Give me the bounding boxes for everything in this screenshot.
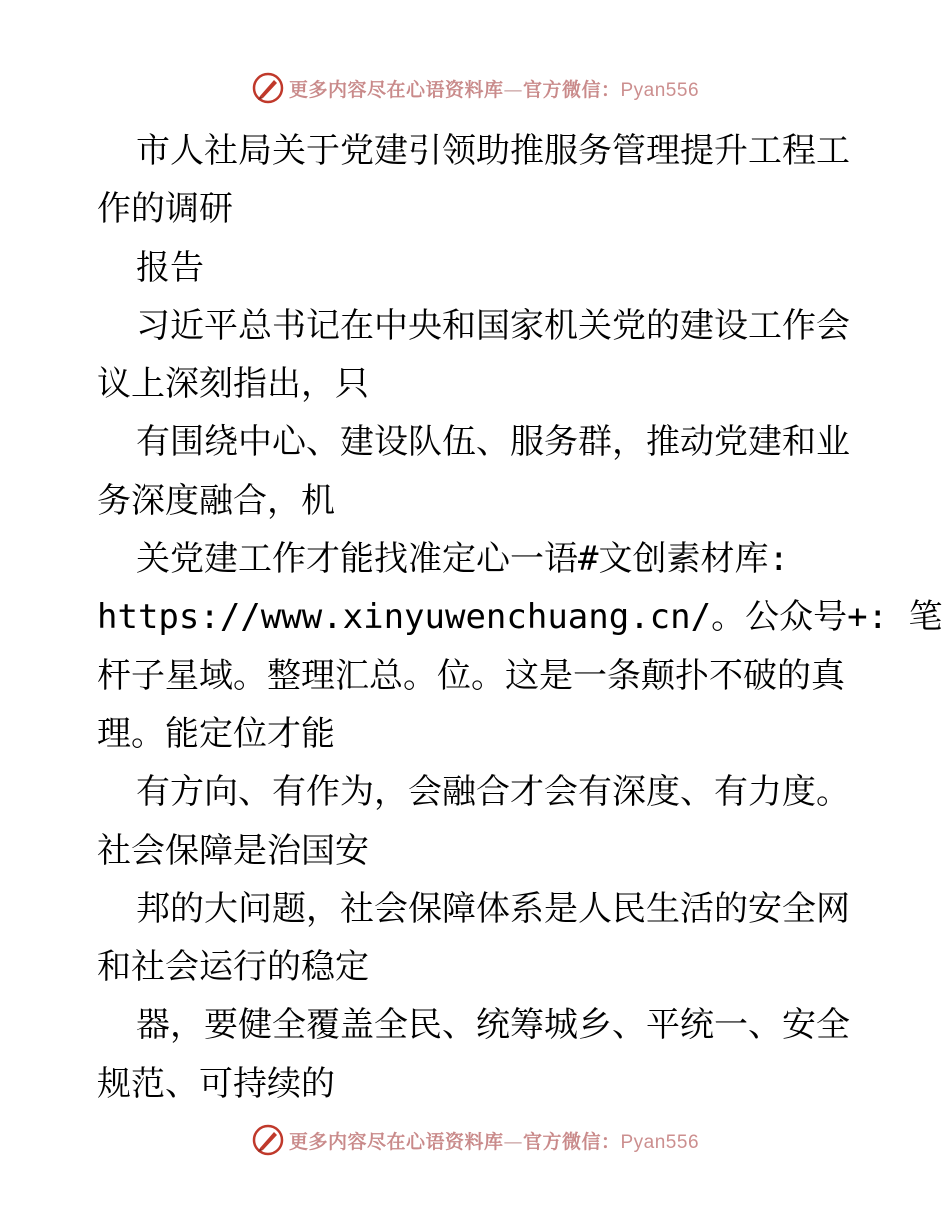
paragraph-line: 理。能定位才能 <box>97 713 335 754</box>
document-body <box>97 122 943 1113</box>
watermark-separator: — <box>503 1130 523 1153</box>
watermark-contact-id: Pyan556 <box>620 1131 700 1153</box>
watermark-site: 更多内容尽在心语资料库 <box>288 1130 504 1153</box>
paragraph-line: 杆子星域。整理汇总。位。这是一条颠扑不破的真 <box>97 655 845 696</box>
watermark-text <box>289 75 699 102</box>
paragraph-line: 有方向、有作为，会融合才会有深度、有力度。 <box>136 772 850 813</box>
footer-watermark <box>0 1120 950 1160</box>
watermark-contact-label: 官方微信： <box>522 1130 621 1153</box>
title-line: 作的调研 <box>97 189 233 230</box>
paragraph-line: 和社会运行的稳定 <box>97 947 369 988</box>
pen-logo-icon <box>251 71 285 105</box>
title-line: 市人社局关于党建引领助推服务管理提升工程工 <box>136 131 850 171</box>
pen-logo-icon <box>251 1123 285 1157</box>
paragraph-line: 有围绕中心、建设队伍、服务群，推动党建和业 <box>136 422 850 463</box>
paragraph-line: https://www.xinyuwenchuang.cn/。公众号+: 笔 <box>97 597 943 638</box>
paragraph-line: 习近平总书记在中央和国家机关党的建设工作会 <box>136 305 850 346</box>
watermark-site: 更多内容尽在心语资料库 <box>288 78 504 101</box>
paragraph-line: 邦的大问题，社会保障体系是人民生活的安全网 <box>136 888 850 929</box>
paragraph-line: 务深度融合，机 <box>97 480 335 521</box>
title-line: 报告 <box>136 247 204 288</box>
watermark-separator: — <box>503 78 523 101</box>
watermark-contact-id: Pyan556 <box>620 79 700 101</box>
header-watermark <box>0 68 950 108</box>
paragraph-line: 社会保障是治国安 <box>97 830 369 871</box>
paragraph-line: 器，要健全覆盖全民、统筹城乡、平统一、安全 <box>136 1005 850 1046</box>
paragraph-line: 规范、可持续的 <box>97 1063 335 1104</box>
watermark-text <box>289 1127 699 1154</box>
paragraph-line: 议上深刻指出，只 <box>97 364 369 405</box>
paragraph-line: 关党建工作才能找准定心一语#文创素材库: <box>136 539 789 580</box>
watermark-contact-label: 官方微信： <box>522 78 621 101</box>
